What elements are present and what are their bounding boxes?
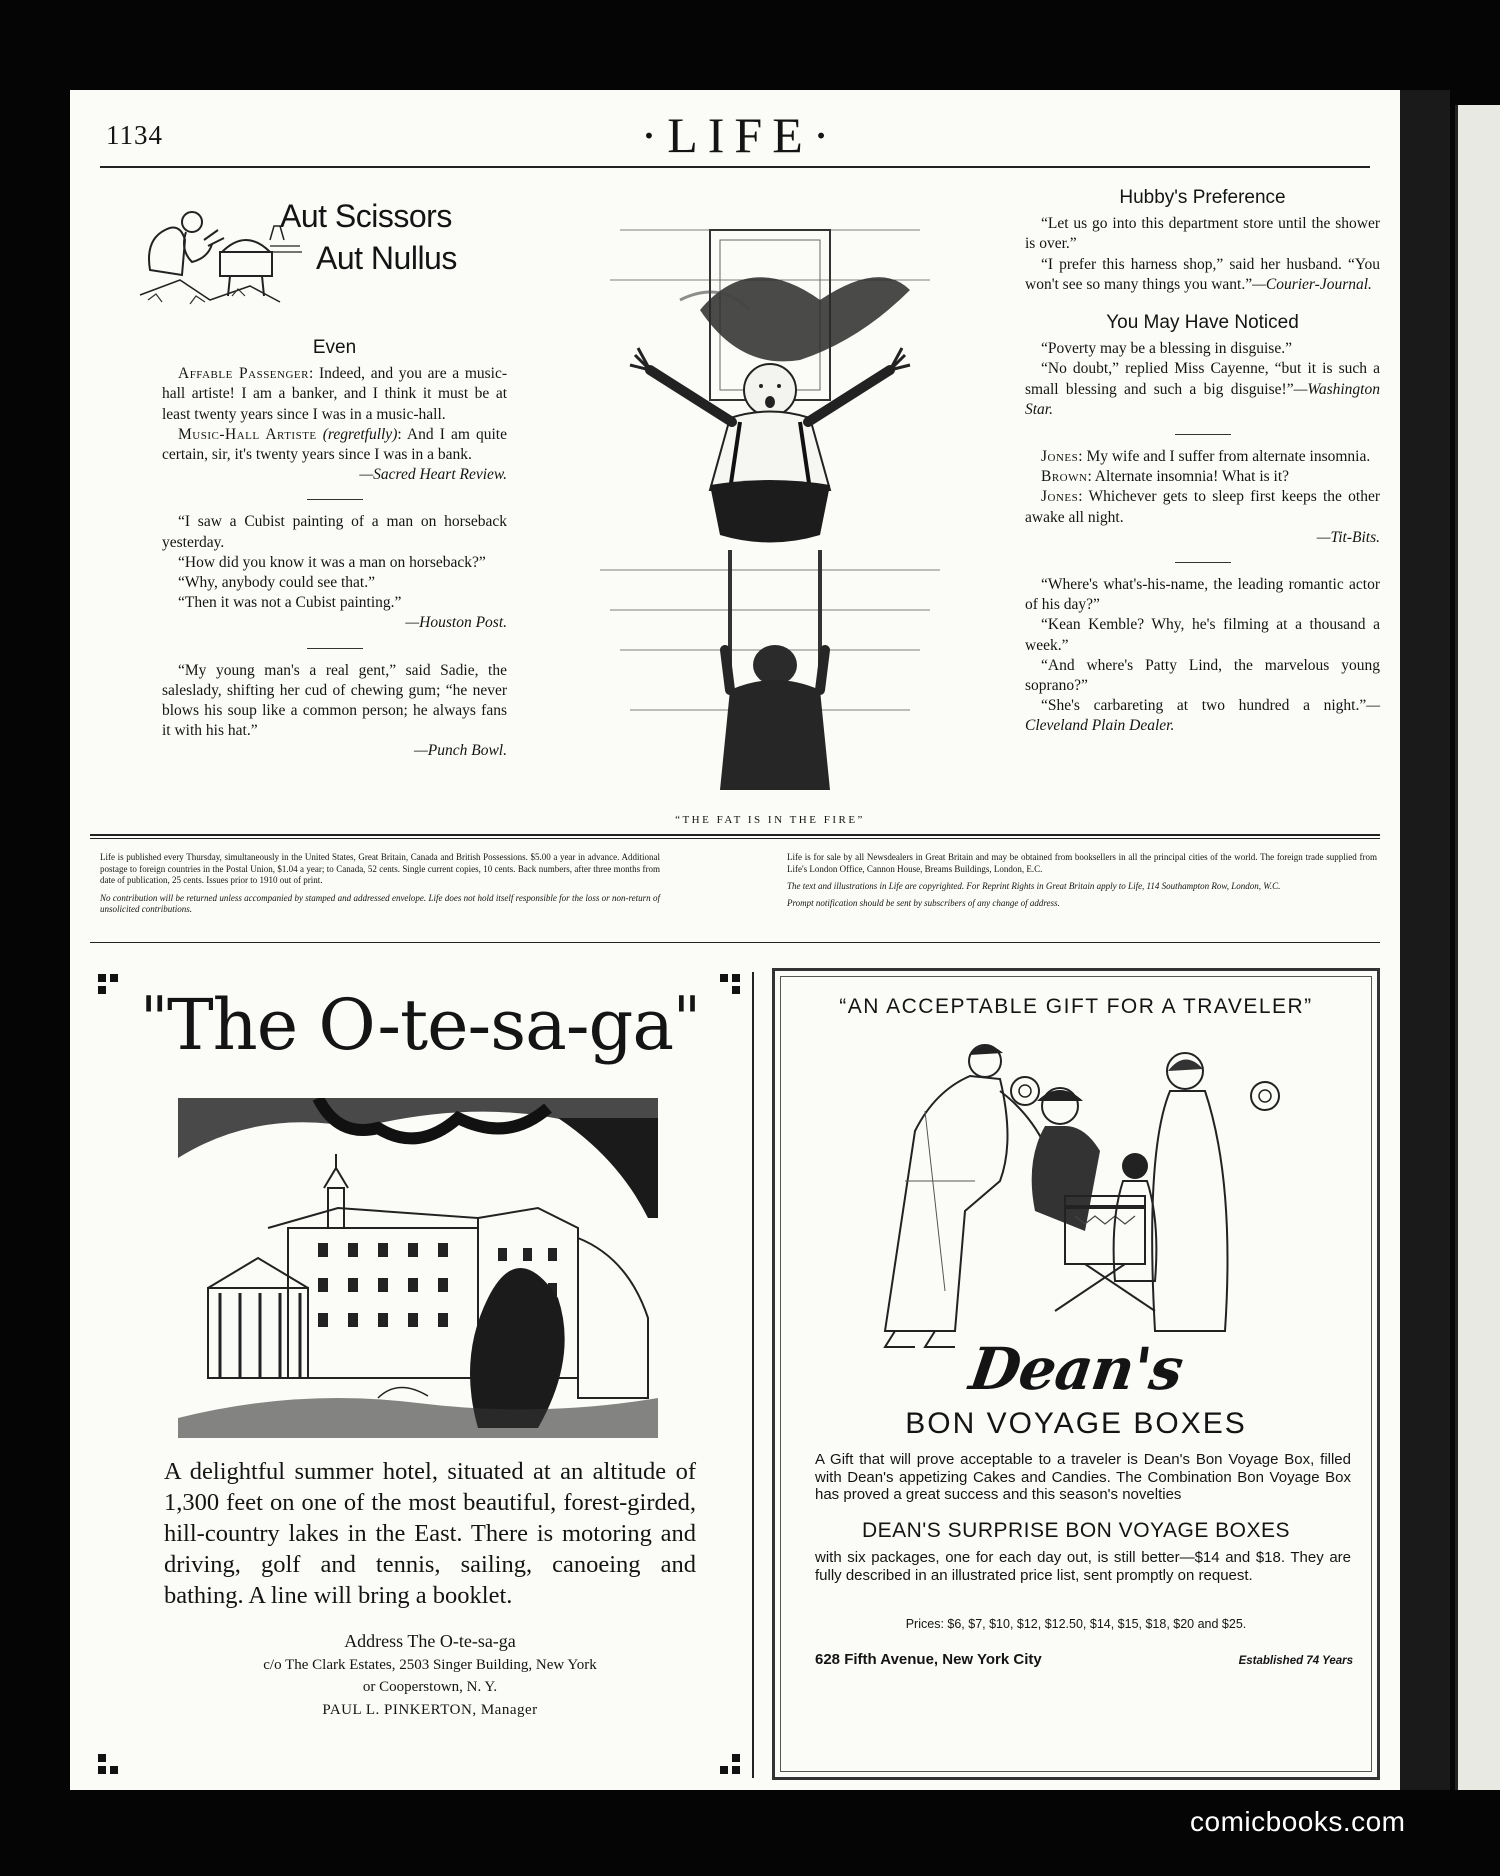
column-heading-line2: Aut Nullus — [316, 240, 457, 276]
cartoon-illustration — [580, 190, 960, 820]
notice-text: The text and illustrations in Life are copyrighted. For Reprint Rights in Great Britain apply to Life, 114 Southampton Row, London, W.C. — [787, 881, 1281, 891]
citation: —Washington Star. — [1025, 380, 1380, 418]
dialogue-line: Jones: Whichever gets to sleep first keeps the other awake all night. — [1025, 488, 1380, 526]
corner-ornament — [98, 1754, 120, 1776]
article-title: Hubby's Preference — [1119, 187, 1286, 208]
hotel-illustration — [178, 1098, 658, 1438]
text-line: “And where's Patty Lind, the marvelous young soprano?” — [1025, 656, 1380, 695]
column-heading-line1: Aut Scissors — [280, 198, 452, 234]
masthead-rule — [100, 166, 1370, 168]
binding-shadow — [1400, 90, 1450, 1790]
deans-description: with six packages, one for each day out, is still better—$14 and $18. They are fully described in an illustrated price list, sent promptly on request. — [815, 1549, 1351, 1584]
manager-line: PAUL L. PINKERTON, Manager — [322, 1702, 538, 1718]
separator — [1175, 562, 1231, 563]
deans-address: 628 Fifth Avenue, New York City — [815, 1651, 1042, 1668]
notice-text: Prompt notification should be sent by subscribers of any change of address. — [787, 897, 1060, 908]
citation: —Tit-Bits. — [1316, 528, 1380, 546]
corner-ornament — [720, 1754, 742, 1776]
otesaga-title: "The O-te-sa-ga" — [140, 984, 700, 1066]
text-line: “Let us go into this department store until the shower is over.” — [1025, 215, 1380, 253]
deans-established: Established 74 Years — [1238, 1655, 1353, 1667]
speaker: Music-Hall Artiste — [178, 425, 317, 443]
text-line: “Then it was not a Cubist painting.” — [178, 594, 402, 612]
dialogue-line: Music-Hall Artiste (regretfully): And I am quite certain, sir, it's twenty years since I was in a bank. — [162, 425, 507, 464]
text-line: “I prefer this harness shop,” said her husband. “You won't see so many things you want.”—Courier-Journal. — [1025, 255, 1380, 293]
deans-tagline: “AN ACCEPTABLE GIFT FOR A TRAVELER” — [839, 995, 1313, 1018]
article-title: Even — [312, 337, 357, 358]
notice-text: No contribution will be returned unless accompanied by stamped and addressed envelope. Life does not hold itself responsible for the loss or non-return of unsolicited contributions. — [100, 892, 660, 914]
text-line: “Why, anybody could see that.” — [178, 574, 375, 592]
dialogue-line: Jones: My wife and I suffer from alternate insomnia. — [1041, 448, 1371, 466]
text-line: “Poverty may be a blessing in disguise.” — [1041, 340, 1292, 358]
otesaga-address — [180, 1628, 680, 1722]
citation: —Sacred Heart Review. — [359, 466, 507, 484]
text-line: “My young man's a real gent,” said Sadie, the saleslady, shifting her cud of chewing gum; “he never blows his soup like a common person; he always fans it with his hat.” — [162, 661, 507, 740]
sales-notice — [787, 852, 1377, 909]
notice-rule — [90, 942, 1380, 943]
deans-advertisement — [772, 968, 1380, 1780]
magazine-page — [70, 90, 1400, 1790]
deans-description: A Gift that will prove acceptable to a traveler is Dean's Bon Voyage Box, filled with Dean's appetizing Cakes and Candies. The Combination Bon Voyage Box has proved a great success and this season's novelties — [815, 1451, 1351, 1503]
otesaga-advertisement — [90, 968, 750, 1780]
dialogue-line: Brown: Alternate insomnia! What is it? — [1041, 468, 1290, 486]
otesaga-body: A delightful summer hotel, situated at an altitude of 1,300 feet on one of the most beautiful, forest-girded, hill-country lakes in the East. There is motoring and driving, golf and tennis, sailing, canoeing and bathing. A line will bring a booklet. — [164, 1458, 696, 1609]
deans-product-title: BON VOYAGE BOXES — [905, 1407, 1247, 1440]
separator — [307, 648, 363, 649]
citation: —Houston Post. — [405, 614, 507, 632]
separator — [307, 499, 363, 500]
text-line: “I saw a Cubist painting of a man on horseback yesterday. — [162, 513, 507, 551]
citation: —Punch Bowl. — [414, 742, 507, 760]
address-line: or Cooperstown, N. Y. — [362, 1679, 498, 1695]
speaker: Affable Passenger — [178, 365, 309, 383]
text-line: “She's carbareting at two hundred a night.”—Cleveland Plain Dealer. — [1025, 697, 1380, 735]
left-column — [162, 338, 507, 762]
masthead: ·LIFE· — [640, 107, 840, 163]
source-watermark: comicbooks.com — [1190, 1806, 1406, 1837]
deans-subheading: DEAN'S SURPRISE BON VOYAGE BOXES — [861, 1519, 1291, 1542]
address-line: Address The O-te-sa-ga — [344, 1631, 516, 1651]
notice-text: Life is published every Thursday, simultaneously in the United States, Great Britain, Canada and British Possessions. $5.00 a year in advance. Additional postage to foreign countries in the Postal Union, $1.04 a year; to Canada, 52 cents. Single current copies, 10 cents. Back numbers, after three months from date of publication, 25 cents. Issues prior to 1910 out of print. — [100, 852, 660, 885]
travelers-illustration — [825, 1031, 1325, 1351]
text-line: “How did you know it was a man on horseback?” — [178, 553, 486, 571]
text-line: “Kean Kemble? Why, he's filming at a thousand a week.” — [1025, 616, 1380, 654]
notice-text: Life is for sale by all Newsdealers in Great Britain and may be obtained from booksellers in all the principal cities of the world. The foreign trade supplied from Life's London Office, Cannon House, Breams Buildings, London, E.C. — [787, 852, 1377, 874]
cartoon-caption: “THE FAT IS IN THE FIRE” — [675, 814, 865, 826]
page-number: 1134 — [106, 120, 163, 150]
adjacent-page-edge — [1455, 105, 1500, 1790]
deans-prices: Prices: $6, $7, $10, $12, $12.50, $14, $15, $18, $20 and $25. — [905, 1617, 1247, 1631]
citation: —Cleveland Plain Dealer. — [1025, 697, 1380, 735]
publication-notice — [100, 852, 660, 916]
address-line: c/o The Clark Estates, 2503 Singer Building, New York — [263, 1657, 597, 1673]
dialogue-line: Affable Passenger: Indeed, and you are a music-hall artiste! I am a banker, and I think it must be at least twenty years since I was in a music-hall. — [162, 365, 508, 423]
text-line: “No doubt,” replied Miss Cayenne, “but it is such a small blessing and such a big disguise!”—Washington Star. — [1025, 360, 1380, 418]
article-title: You May Have Noticed — [1106, 312, 1299, 334]
deans-logo: Dean's — [965, 1335, 1187, 1403]
ad-divider — [752, 972, 754, 1778]
notice-rule — [90, 834, 1380, 839]
right-column — [1025, 188, 1380, 737]
separator — [1175, 434, 1231, 435]
text-line: “Where's what's-his-name, the leading romantic actor of his day?” — [1025, 576, 1380, 614]
citation: —Courier-Journal. — [1252, 275, 1372, 293]
